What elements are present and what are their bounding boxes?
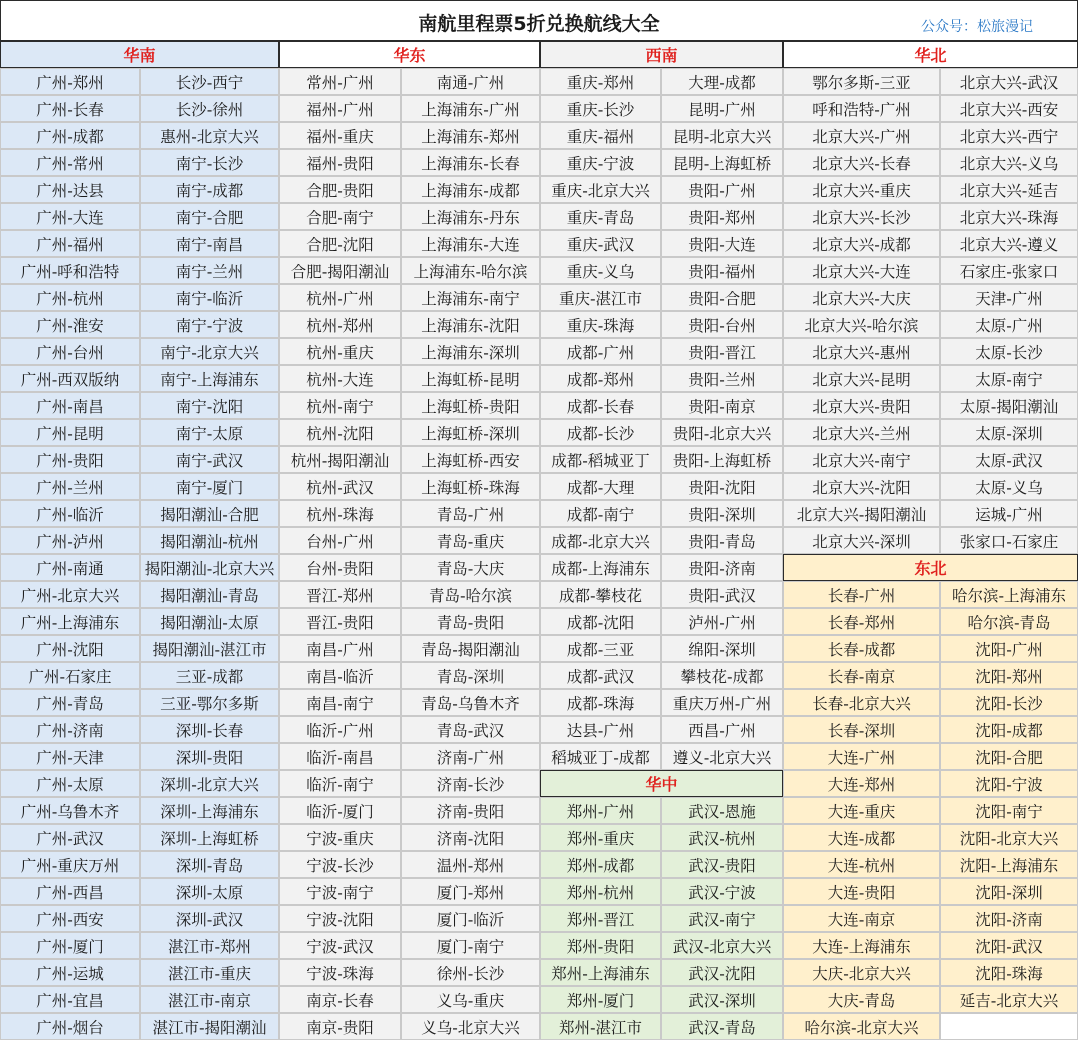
route-cell: 北京大兴-哈尔滨: [783, 311, 940, 338]
route-cell: 广州-贵阳: [0, 446, 140, 473]
route-cell: 太原-长沙: [940, 338, 1078, 365]
route-cell: 南宁-临沂: [140, 284, 279, 311]
route-cell: 晋江-贵阳: [279, 608, 401, 635]
route-cell: 武汉-沈阳: [661, 959, 783, 986]
route-cell: 昆明-上海虹桥: [661, 149, 783, 176]
route-cell: 深圳-上海虹桥: [140, 824, 279, 851]
route-cell: 南宁-合肥: [140, 203, 279, 230]
route-cell: 长春-深圳: [783, 716, 940, 743]
region-title-dongbei: 东北: [783, 554, 1078, 581]
route-cell: 南通-广州: [401, 68, 540, 95]
route-cell: 青岛-哈尔滨: [401, 581, 540, 608]
route-cell: 沈阳-南宁: [940, 797, 1078, 824]
route-cell: 郑州-杭州: [540, 878, 661, 905]
route-cell: 天津-广州: [940, 284, 1078, 311]
route-cell: 北京大兴-大庆: [783, 284, 940, 311]
route-cell: 上海浦东-广州: [401, 95, 540, 122]
route-cell: 临沂-南宁: [279, 770, 401, 797]
route-cell: 长沙-西宁: [140, 68, 279, 95]
route-cell: 重庆-珠海: [540, 311, 661, 338]
route-cell: 贵阳-广州: [661, 176, 783, 203]
route-cell: 长春-广州: [783, 581, 940, 608]
route-cell: 厦门-南宁: [401, 932, 540, 959]
route-cell: 宁波-武汉: [279, 932, 401, 959]
route-cell: 长春-北京大兴: [783, 689, 940, 716]
route-cell: 贵阳-晋江: [661, 338, 783, 365]
route-cell: 宁波-南宁: [279, 878, 401, 905]
route-cell: 揭阳潮汕-合肥: [140, 500, 279, 527]
route-cell: 广州-运城: [0, 959, 140, 986]
route-cell: 揭阳潮汕-北京大兴: [140, 554, 279, 581]
route-cell: 广州-西双版纳: [0, 365, 140, 392]
route-cell: 南宁-上海浦东: [140, 365, 279, 392]
empty-cell: [940, 1013, 1078, 1040]
route-cell: 成都-南宁: [540, 500, 661, 527]
route-cell: 义乌-北京大兴: [401, 1013, 540, 1040]
route-cell: 大连-重庆: [783, 797, 940, 824]
route-cell: 上海浦东-丹东: [401, 203, 540, 230]
route-cell: 沈阳-武汉: [940, 932, 1078, 959]
route-cell: 上海虹桥-西安: [401, 446, 540, 473]
route-cell: 沈阳-北京大兴: [940, 824, 1078, 851]
route-cell: 沈阳-深圳: [940, 878, 1078, 905]
route-cell: 武汉-南宁: [661, 905, 783, 932]
route-cell: 上海浦东-大连: [401, 230, 540, 257]
route-cell: 贵阳-北京大兴: [661, 419, 783, 446]
route-cell: 北京大兴-遵义: [940, 230, 1078, 257]
route-cell: 徐州-长沙: [401, 959, 540, 986]
route-cell: 南宁-沈阳: [140, 392, 279, 419]
route-cell: 深圳-武汉: [140, 905, 279, 932]
route-cell: 厦门-临沂: [401, 905, 540, 932]
region-title-huazhong: 华中: [540, 770, 783, 797]
route-cell: 哈尔滨-上海浦东: [940, 581, 1078, 608]
route-cell: 贵阳-合肥: [661, 284, 783, 311]
route-cell: 济南-广州: [401, 743, 540, 770]
route-cell: 南宁-南昌: [140, 230, 279, 257]
route-cell: 上海浦东-哈尔滨: [401, 257, 540, 284]
route-cell: 大连-郑州: [783, 770, 940, 797]
route-cell: 遵义-北京大兴: [661, 743, 783, 770]
route-cell: 北京大兴-长春: [783, 149, 940, 176]
route-cell: 杭州-重庆: [279, 338, 401, 365]
route-cell: 绵阳-深圳: [661, 635, 783, 662]
route-cell: 武汉-宁波: [661, 878, 783, 905]
route-cell: 青岛-重庆: [401, 527, 540, 554]
route-cell: 上海浦东-南宁: [401, 284, 540, 311]
route-cell: 太原-义乌: [940, 473, 1078, 500]
route-cell: 合肥-揭阳潮汕: [279, 257, 401, 284]
route-cell: 上海浦东-成都: [401, 176, 540, 203]
route-cell: 大连-成都: [783, 824, 940, 851]
route-cell: 贵阳-济南: [661, 554, 783, 581]
route-cell: 临沂-广州: [279, 716, 401, 743]
region-title-huadong: 华东: [279, 41, 540, 68]
route-cell: 贵阳-南京: [661, 392, 783, 419]
route-cell: 临沂-厦门: [279, 797, 401, 824]
route-cell: 台州-贵阳: [279, 554, 401, 581]
route-cell: 广州-泸州: [0, 527, 140, 554]
route-cell: 广州-台州: [0, 338, 140, 365]
route-cell: 武汉-北京大兴: [661, 932, 783, 959]
route-cell: 杭州-郑州: [279, 311, 401, 338]
route-cell: 武汉-恩施: [661, 797, 783, 824]
route-cell: 上海浦东-长春: [401, 149, 540, 176]
route-cell: 广州-大连: [0, 203, 140, 230]
route-cell: 郑州-重庆: [540, 824, 661, 851]
route-cell: 呼和浩特-广州: [783, 95, 940, 122]
route-cell: 大庆-北京大兴: [783, 959, 940, 986]
route-cell: 北京大兴-长沙: [783, 203, 940, 230]
route-cell: 哈尔滨-北京大兴: [783, 1013, 940, 1040]
route-cell: 北京大兴-南宁: [783, 446, 940, 473]
route-cell: 深圳-贵阳: [140, 743, 279, 770]
route-cell: 大连-南京: [783, 905, 940, 932]
route-cell: 武汉-深圳: [661, 986, 783, 1013]
route-cell: 广州-呼和浩特: [0, 257, 140, 284]
route-cell: 成都-沈阳: [540, 608, 661, 635]
route-cell: 杭州-大连: [279, 365, 401, 392]
route-cell: 昆明-广州: [661, 95, 783, 122]
route-cell: 广州-南昌: [0, 392, 140, 419]
route-cell: 深圳-太原: [140, 878, 279, 905]
route-cell: 北京大兴-武汉: [940, 68, 1078, 95]
route-cell: 湛江市-南京: [140, 986, 279, 1013]
route-cell: 青岛-揭阳潮汕: [401, 635, 540, 662]
route-cell: 深圳-青岛: [140, 851, 279, 878]
route-cell: 贵阳-郑州: [661, 203, 783, 230]
route-cell: 重庆-青岛: [540, 203, 661, 230]
route-cell: 稻城亚丁-成都: [540, 743, 661, 770]
route-cell: 北京大兴-重庆: [783, 176, 940, 203]
route-cell: 温州-郑州: [401, 851, 540, 878]
route-cell: 重庆-北京大兴: [540, 176, 661, 203]
route-cell: 北京大兴-沈阳: [783, 473, 940, 500]
route-cell: 郑州-贵阳: [540, 932, 661, 959]
route-cell: 三亚-成都: [140, 662, 279, 689]
route-cell: 贵阳-大连: [661, 230, 783, 257]
route-cell: 济南-长沙: [401, 770, 540, 797]
route-cell: 青岛-贵阳: [401, 608, 540, 635]
route-cell: 成都-三亚: [540, 635, 661, 662]
route-cell: 厦门-郑州: [401, 878, 540, 905]
route-cell: 广州-太原: [0, 770, 140, 797]
route-cell: 湛江市-郑州: [140, 932, 279, 959]
route-cell: 济南-沈阳: [401, 824, 540, 851]
route-cell: 广州-长春: [0, 95, 140, 122]
route-cell: 北京大兴-成都: [783, 230, 940, 257]
route-cell: 沈阳-成都: [940, 716, 1078, 743]
route-cell: 重庆-湛江市: [540, 284, 661, 311]
route-cell: 成都-上海浦东: [540, 554, 661, 581]
region-title-xinan: 西南: [540, 41, 783, 68]
route-cell: 北京大兴-昆明: [783, 365, 940, 392]
route-cell: 惠州-北京大兴: [140, 122, 279, 149]
route-cell: 运城-广州: [940, 500, 1078, 527]
route-cell: 攀枝花-成都: [661, 662, 783, 689]
route-cell: 武汉-青岛: [661, 1013, 783, 1040]
route-cell: 广州-济南: [0, 716, 140, 743]
route-cell: 广州-石家庄: [0, 662, 140, 689]
route-cell: 沈阳-长沙: [940, 689, 1078, 716]
route-cell: 青岛-乌鲁木齐: [401, 689, 540, 716]
route-cell: 沈阳-珠海: [940, 959, 1078, 986]
route-cell: 广州-厦门: [0, 932, 140, 959]
route-cell: 南昌-南宁: [279, 689, 401, 716]
route-cell: 义乌-重庆: [401, 986, 540, 1013]
route-cell: 成都-广州: [540, 338, 661, 365]
route-cell: 广州-福州: [0, 230, 140, 257]
route-cell: 广州-常州: [0, 149, 140, 176]
route-cell: 福州-贵阳: [279, 149, 401, 176]
route-cell: 宁波-重庆: [279, 824, 401, 851]
route-cell: 南京-长春: [279, 986, 401, 1013]
route-cell: 北京大兴-广州: [783, 122, 940, 149]
route-cell: 太原-南宁: [940, 365, 1078, 392]
route-cell: 成都-稻城亚丁: [540, 446, 661, 473]
route-cell: 广州-淮安: [0, 311, 140, 338]
route-cell: 深圳-北京大兴: [140, 770, 279, 797]
route-cell: 武汉-贵阳: [661, 851, 783, 878]
route-cell: 南宁-宁波: [140, 311, 279, 338]
route-cell: 广州-烟台: [0, 1013, 140, 1040]
route-cell: 贵阳-福州: [661, 257, 783, 284]
route-cell: 成都-武汉: [540, 662, 661, 689]
route-cell: 重庆-武汉: [540, 230, 661, 257]
route-cell: 西昌-广州: [661, 716, 783, 743]
page-title: 南航里程票5折兑换航线大全: [418, 13, 660, 35]
region-title-huabei: 华北: [783, 41, 1078, 68]
route-cell: 青岛-深圳: [401, 662, 540, 689]
route-cell: 贵阳-深圳: [661, 500, 783, 527]
route-cell: 南宁-兰州: [140, 257, 279, 284]
route-cell: 石家庄-张家口: [940, 257, 1078, 284]
route-cell: 广州-西安: [0, 905, 140, 932]
route-cell: 杭州-武汉: [279, 473, 401, 500]
route-cell: 南宁-成都: [140, 176, 279, 203]
route-cell: 北京大兴-大连: [783, 257, 940, 284]
route-cell: 济南-贵阳: [401, 797, 540, 824]
route-cell: 上海浦东-沈阳: [401, 311, 540, 338]
route-cell: 北京大兴-深圳: [783, 527, 940, 554]
route-cell: 广州-上海浦东: [0, 608, 140, 635]
route-cell: 成都-攀枝花: [540, 581, 661, 608]
region-title-huanan: 华南: [0, 41, 279, 68]
route-cell: 合肥-南宁: [279, 203, 401, 230]
route-cell: 南昌-广州: [279, 635, 401, 662]
route-cell: 昆明-北京大兴: [661, 122, 783, 149]
route-cell: 长春-郑州: [783, 608, 940, 635]
route-cell: 广州-乌鲁木齐: [0, 797, 140, 824]
route-cell: 成都-长沙: [540, 419, 661, 446]
route-cell: 泸州-广州: [661, 608, 783, 635]
route-cell: 揭阳潮汕-青岛: [140, 581, 279, 608]
route-cell: 合肥-贵阳: [279, 176, 401, 203]
route-cell: 贵阳-兰州: [661, 365, 783, 392]
route-cell: 三亚-鄂尔多斯: [140, 689, 279, 716]
route-cell: 上海虹桥-贵阳: [401, 392, 540, 419]
route-cell: 大连-杭州: [783, 851, 940, 878]
route-cell: 贵阳-上海虹桥: [661, 446, 783, 473]
route-cell: 湛江市-重庆: [140, 959, 279, 986]
route-cell: 长春-南京: [783, 662, 940, 689]
route-cell: 北京大兴-兰州: [783, 419, 940, 446]
route-cell: 上海虹桥-昆明: [401, 365, 540, 392]
route-cell: 沈阳-济南: [940, 905, 1078, 932]
route-cell: 上海虹桥-深圳: [401, 419, 540, 446]
route-cell: 深圳-长春: [140, 716, 279, 743]
route-cell: 鄂尔多斯-三亚: [783, 68, 940, 95]
route-cell: 重庆万州-广州: [661, 689, 783, 716]
route-cell: 深圳-上海浦东: [140, 797, 279, 824]
route-cell: 青岛-武汉: [401, 716, 540, 743]
route-cell: 揭阳潮汕-湛江市: [140, 635, 279, 662]
route-cell: 南昌-临沂: [279, 662, 401, 689]
route-cell: 广州-天津: [0, 743, 140, 770]
route-cell: 广州-杭州: [0, 284, 140, 311]
route-cell: 南宁-太原: [140, 419, 279, 446]
route-cell: 晋江-郑州: [279, 581, 401, 608]
route-cell: 南宁-武汉: [140, 446, 279, 473]
route-cell: 成都-北京大兴: [540, 527, 661, 554]
route-cell: 揭阳潮汕-杭州: [140, 527, 279, 554]
route-cell: 青岛-广州: [401, 500, 540, 527]
route-cell: 北京大兴-西宁: [940, 122, 1078, 149]
route-cell: 揭阳潮汕-太原: [140, 608, 279, 635]
route-cell: 郑州-广州: [540, 797, 661, 824]
route-cell: 沈阳-广州: [940, 635, 1078, 662]
route-cell: 青岛-大庆: [401, 554, 540, 581]
route-cell: 郑州-成都: [540, 851, 661, 878]
route-cell: 达县-广州: [540, 716, 661, 743]
route-cell: 大连-上海浦东: [783, 932, 940, 959]
route-cell: 福州-广州: [279, 95, 401, 122]
route-cell: 北京大兴-揭阳潮汕: [783, 500, 940, 527]
route-cell: 南宁-长沙: [140, 149, 279, 176]
route-cell: 武汉-杭州: [661, 824, 783, 851]
route-cell: 广州-郑州: [0, 68, 140, 95]
route-cell: 成都-长春: [540, 392, 661, 419]
route-cell: 上海浦东-郑州: [401, 122, 540, 149]
route-cell: 重庆-义乌: [540, 257, 661, 284]
route-cell: 南京-贵阳: [279, 1013, 401, 1040]
route-cell: 临沂-南昌: [279, 743, 401, 770]
route-cell: 广州-北京大兴: [0, 581, 140, 608]
route-cell: 沈阳-上海浦东: [940, 851, 1078, 878]
route-cell: 广州-沈阳: [0, 635, 140, 662]
route-cell: 沈阳-宁波: [940, 770, 1078, 797]
route-cell: 成都-大理: [540, 473, 661, 500]
route-cell: 杭州-广州: [279, 284, 401, 311]
route-cell: 北京大兴-惠州: [783, 338, 940, 365]
route-cell: 杭州-珠海: [279, 500, 401, 527]
route-cell: 广州-西昌: [0, 878, 140, 905]
route-cell: 宁波-珠海: [279, 959, 401, 986]
route-cell: 长沙-徐州: [140, 95, 279, 122]
route-cell: 太原-广州: [940, 311, 1078, 338]
route-cell: 广州-重庆万州: [0, 851, 140, 878]
route-cell: 宁波-沈阳: [279, 905, 401, 932]
route-cell: 北京大兴-义乌: [940, 149, 1078, 176]
route-cell: 广州-宜昌: [0, 986, 140, 1013]
route-cell: 郑州-上海浦东: [540, 959, 661, 986]
route-cell: 沈阳-合肥: [940, 743, 1078, 770]
route-cell: 广州-昆明: [0, 419, 140, 446]
route-cell: 贵阳-沈阳: [661, 473, 783, 500]
route-cell: 重庆-郑州: [540, 68, 661, 95]
route-cell: 北京大兴-西安: [940, 95, 1078, 122]
route-cell: 合肥-沈阳: [279, 230, 401, 257]
route-cell: 长春-成都: [783, 635, 940, 662]
route-cell: 成都-珠海: [540, 689, 661, 716]
route-cell: 杭州-沈阳: [279, 419, 401, 446]
route-cell: 贵阳-青岛: [661, 527, 783, 554]
route-cell: 哈尔滨-青岛: [940, 608, 1078, 635]
route-cell: 延吉-北京大兴: [940, 986, 1078, 1013]
route-cell: 重庆-福州: [540, 122, 661, 149]
route-cell: 广州-南通: [0, 554, 140, 581]
route-cell: 广州-成都: [0, 122, 140, 149]
route-cell: 福州-重庆: [279, 122, 401, 149]
route-cell: 郑州-厦门: [540, 986, 661, 1013]
route-cell: 台州-广州: [279, 527, 401, 554]
route-cell: 沈阳-郑州: [940, 662, 1078, 689]
route-cell: 太原-武汉: [940, 446, 1078, 473]
route-cell: 上海浦东-深圳: [401, 338, 540, 365]
route-cell: 广州-临沂: [0, 500, 140, 527]
route-cell: 成都-郑州: [540, 365, 661, 392]
route-cell: 张家口-石家庄: [940, 527, 1078, 554]
route-cell: 常州-广州: [279, 68, 401, 95]
route-cell: 重庆-长沙: [540, 95, 661, 122]
route-cell: 湛江市-揭阳潮汕: [140, 1013, 279, 1040]
route-cell: 大理-成都: [661, 68, 783, 95]
route-cell: 贵阳-武汉: [661, 581, 783, 608]
route-cell: 郑州-湛江市: [540, 1013, 661, 1040]
route-cell: 大庆-青岛: [783, 986, 940, 1013]
route-cell: 南宁-北京大兴: [140, 338, 279, 365]
route-cell: 广州-兰州: [0, 473, 140, 500]
route-cell: 北京大兴-珠海: [940, 203, 1078, 230]
route-cell: 贵阳-台州: [661, 311, 783, 338]
route-cell: 广州-达县: [0, 176, 140, 203]
route-cell: 宁波-长沙: [279, 851, 401, 878]
route-cell: 重庆-宁波: [540, 149, 661, 176]
route-cell: 广州-青岛: [0, 689, 140, 716]
route-cell: 杭州-南宁: [279, 392, 401, 419]
route-cell: 大连-贵阳: [783, 878, 940, 905]
route-cell: 大连-广州: [783, 743, 940, 770]
route-cell: 广州-武汉: [0, 824, 140, 851]
route-cell: 太原-深圳: [940, 419, 1078, 446]
account-caption: 公众号：松旅漫记: [921, 19, 1033, 35]
route-cell: 太原-揭阳潮汕: [940, 392, 1078, 419]
route-cell: 郑州-晋江: [540, 905, 661, 932]
route-cell: 北京大兴-延吉: [940, 176, 1078, 203]
route-cell: 北京大兴-贵阳: [783, 392, 940, 419]
route-cell: 杭州-揭阳潮汕: [279, 446, 401, 473]
route-cell: 上海虹桥-珠海: [401, 473, 540, 500]
route-cell: 南宁-厦门: [140, 473, 279, 500]
